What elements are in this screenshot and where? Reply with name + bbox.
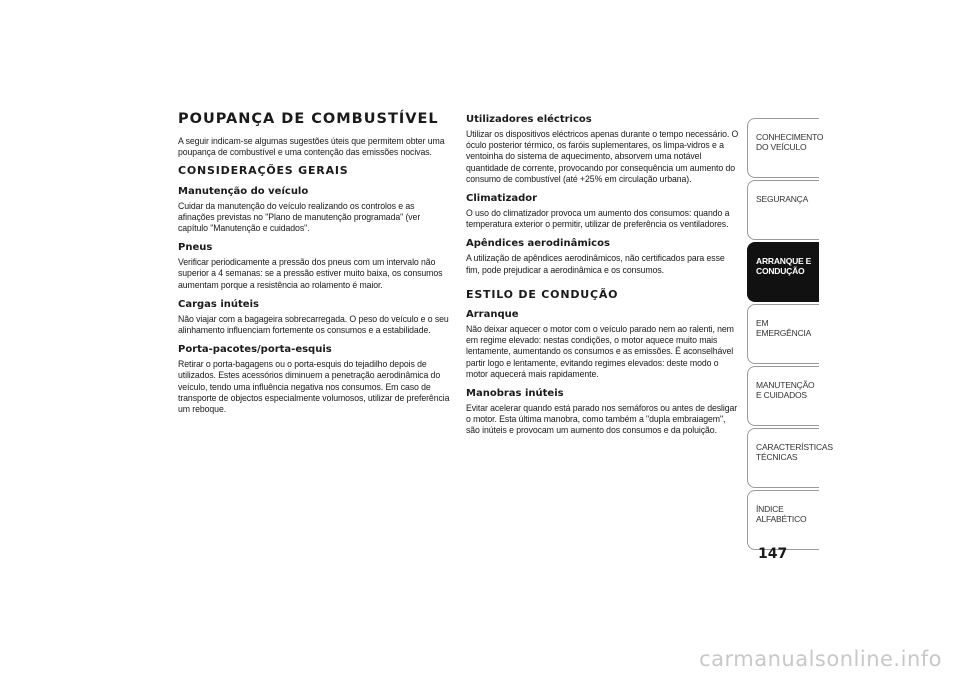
tab-vehicle-knowledge[interactable] xyxy=(747,118,824,178)
subheading-tyres: Pneus xyxy=(178,242,213,254)
subheading-manoeuvres: Manobras inúteis xyxy=(466,388,564,400)
paragraph-aero: A utilização de apêndices aerodinâmicos, não certificados para esse fim, pode prejudicar a aerodinâmica e os consumos. xyxy=(466,253,725,276)
subheading-electrical: Utilizadores eléctricos xyxy=(466,114,592,125)
paragraph-start: Não deixar aquecer o motor com o veículo parado nem ao ralenti, nem em regime elevado: nestas condições, o motor aquece muito mais lentamente, aumentando os consumos e as emissões. É aconselhável partir logo e lentamente, evitando regimes elevados: deste modo o motor aquecerá mais rapidamente. xyxy=(466,324,734,380)
subheading-loads: Cargas inúteis xyxy=(178,298,259,310)
page-number: 147 xyxy=(758,546,788,562)
tab-emergency[interactable] xyxy=(747,304,819,364)
tab-label: ARRANQUE E CONDUÇÃO xyxy=(756,256,812,276)
tab-starting-driving[interactable] xyxy=(747,242,819,302)
subheading-aero: Apêndices aerodinâmicos xyxy=(466,238,610,250)
section-heading-driving: ESTILO DE CONDUÇÃO xyxy=(466,287,619,301)
page-title: POUPANÇA DE COMBUSTÍVEL xyxy=(178,111,439,127)
tab-safety[interactable] xyxy=(747,180,819,240)
paragraph-manoeuvres: Evitar acelerar quando está parado nos semáforos ou antes de desligar o motor. Esta última manobra, como também a "dupla embraiagem", são inúteis e provocam um aumento dos consumos e da poluição. xyxy=(466,403,738,437)
subheading-roof-rack: Porta-pacotes/porta-esquis xyxy=(178,344,332,356)
watermark: carmanualsonline.info xyxy=(699,647,942,671)
chapter-sidebar xyxy=(747,118,833,552)
tab-label: SEGURANÇA xyxy=(756,194,809,204)
paragraph-loads: Não viajar com a bagageira sobrecarregada. O peso do veículo e o seu alinhamento influenciam fortemente os consumos e a estabilidade. xyxy=(178,313,449,336)
tab-index[interactable] xyxy=(747,490,819,550)
paragraph-tyres: Verificar periodicamente a pressão dos pneus com um intervalo não superior a 4 semanas: se a pressão estiver muito baixa, os consumos aumentam porque a resistência ao rolamento é maior. xyxy=(178,257,443,291)
tab-label: EM EMERGÊNCIA xyxy=(756,318,812,338)
paragraph-electrical: Utilizar os dispositivos eléctricos apenas durante o tempo necessário. O óculo posterior térmico, os faróis suplementares, os limpa-vidros e a ventoinha do sistema de aquecimento, absorvem uma notável quantidade de corrente, provocando por consequência um aumento do consumo de combustível (até +25% em circulação urbana). xyxy=(466,129,739,185)
tab-label: ÍNDICE ALFABÉTICO xyxy=(756,504,807,524)
section-heading-general: CONSIDERAÇÕES GERAIS xyxy=(178,164,349,178)
paragraph-roof-rack: Retirar o porta-bagagens ou o porta-esquis do tejadilho depois de utilizados. Estes acessórios diminuem a penetração aerodinâmica do veículo, tendo uma influência negativa nos consumos. Em caso de transporte de objectos especialmente volumosos, utilizar de preferência um reboque. xyxy=(178,359,450,415)
subheading-maintenance: Manutenção do veículo xyxy=(178,185,309,197)
tab-label: CONHECIMENTO DO VEÍCULO xyxy=(756,132,824,152)
paragraph-maintenance: Cuidar da manutenção do veículo realizando os controlos e as afinações previstas no "Plano de manutenção programada" (ver capítulo "Manutenção e cuidados". xyxy=(178,200,421,234)
tab-label: CARACTERÍSTICAS TÉCNICAS xyxy=(756,442,833,462)
tab-technical-specs[interactable] xyxy=(747,428,833,488)
right-column xyxy=(466,114,738,443)
tab-label: MANUTENÇÃO E CUIDADOS xyxy=(756,380,815,400)
intro-text: A seguir indicam-se algumas sugestões úteis que permitem obter uma poupança de combustível e uma contenção das emissões nocivas. xyxy=(178,135,445,159)
subheading-climate: Climatizador xyxy=(466,193,538,205)
left-column xyxy=(178,112,450,421)
subheading-start: Arranque xyxy=(466,309,519,321)
paragraph-climate: O uso do climatizador provoca um aumento dos consumos: quando a temperatura exterior o permitir, utilizar de preferência os ventiladores. xyxy=(466,208,730,231)
tab-maintenance-care[interactable] xyxy=(747,366,819,426)
